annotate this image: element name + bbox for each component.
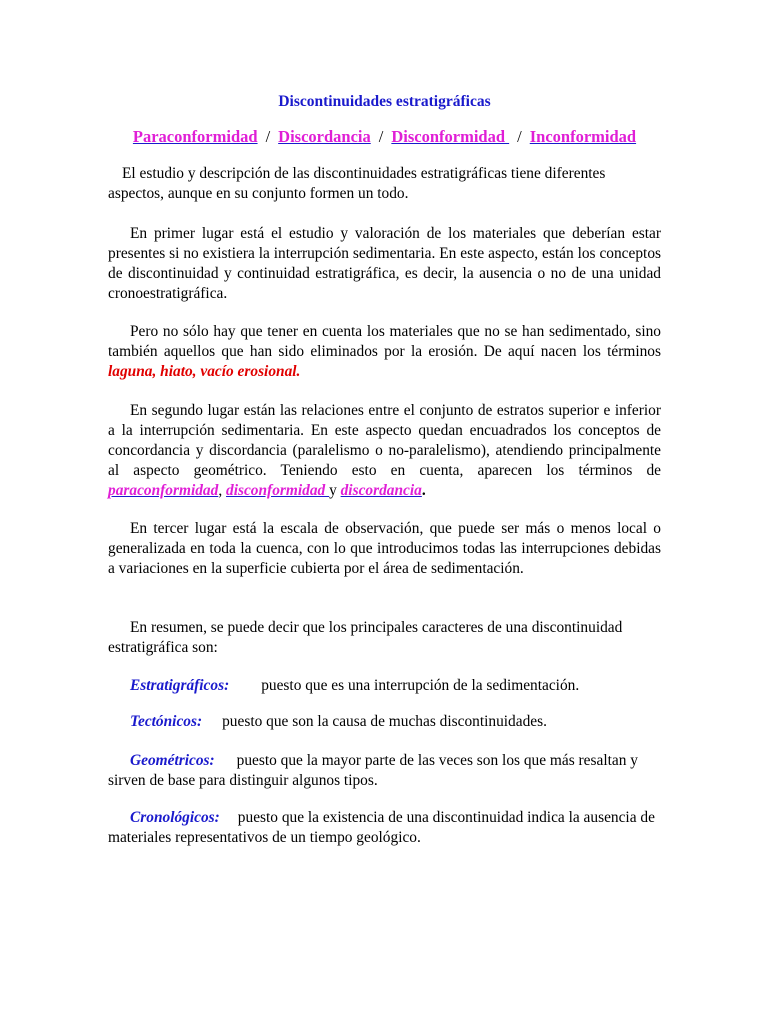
- paragraph-third-aspect: [108, 519, 661, 579]
- paragraph-intro-text: El estudio y descripción de las discontinuidades estratigráficas tiene diferentes aspectos, aunque en su conjunto formen un todo.: [108, 165, 606, 202]
- link-discordancia[interactable]: Discordancia: [278, 127, 371, 146]
- paragraph-third-aspect-text: En tercer lugar está la escala de observación, que puede ser más o menos local o generalizada en toda la cuenca, con lo que introducimos todas las interrupciones debidas a variaciones en la superficie cubierta por el área de sedimentación.: [108, 520, 661, 577]
- character-geometricos: [108, 751, 661, 791]
- paragraph-erosion: [108, 322, 661, 382]
- character-cronologicos: [108, 808, 661, 848]
- link-disconformidad[interactable]: Disconformidad: [391, 127, 510, 146]
- nav-separator: /: [517, 127, 522, 146]
- link-disconformidad-inline[interactable]: disconformidad: [226, 482, 330, 499]
- term-tectonicos: Tectónicos:: [130, 713, 203, 730]
- erosion-terms: laguna, hiato, vacío erosional.: [108, 363, 301, 380]
- link-inconformidad[interactable]: Inconformidad: [529, 127, 637, 146]
- page-title: Discontinuidades estratigráficas: [278, 93, 491, 110]
- paragraph-second-aspect-text: En segundo lugar están las relaciones entre el conjunto de estratos superior e inferior a la interrupción sedimentaria. En este aspecto quedan encuadrados los conceptos de concordancia y discordancia (paralelismo o no-paralelismo), atendiendo principalmente al aspecto geométrico. Teniendo esto en cuenta, aparecen los términos de: [108, 402, 661, 479]
- comma-separator: ,: [218, 482, 227, 499]
- character-cronologicos-text: puesto que la existencia de una discontinuidad indica la ausencia de materiales representativos de un tiempo geológico.: [108, 809, 655, 846]
- term-estratigraficos: Estratigráficos:: [130, 677, 230, 694]
- paragraph-first-aspect-text: En primer lugar está el estudio y valoración de los materiales que deberían estar presentes si no existiera la interrupción sedimentaria. En este aspecto, están los conceptos de discontinuidad y continuidad estratigráfica, es decir, la ausencia o no de una unidad cronoestratigráfica.: [108, 225, 661, 302]
- character-estratigraficos: [108, 676, 661, 696]
- character-geometricos-text: puesto que la mayor parte de las veces son los que más resaltan y sirven de base para distinguir algunos tipos.: [108, 752, 638, 789]
- nav-separator: /: [265, 127, 271, 146]
- paragraph-summary-text: En resumen, se puede decir que los principales caracteres de una discontinuidad estratigráfica son:: [108, 619, 623, 656]
- link-paraconformidad[interactable]: Paraconformidad: [132, 127, 258, 146]
- term-cronologicos: Cronológicos:: [130, 809, 220, 826]
- term-geometricos: Geométricos:: [130, 752, 215, 769]
- link-paraconformidad-inline[interactable]: paraconformidad: [108, 482, 219, 499]
- paragraph-intro: [108, 164, 661, 204]
- paragraph-summary: [108, 618, 661, 658]
- character-tectonicos-text: puesto que son la causa de muchas discontinuidades.: [222, 713, 547, 730]
- character-estratigraficos-text: puesto que es una interrupción de la sedimentación.: [261, 677, 580, 694]
- paragraph-second-aspect: [108, 401, 661, 501]
- period: .: [421, 482, 426, 499]
- link-discordancia-inline[interactable]: discordancia: [340, 482, 422, 499]
- paragraph-first-aspect: [108, 224, 661, 304]
- character-tectonicos: [108, 712, 661, 732]
- nav-links: [108, 126, 661, 148]
- paragraph-erosion-text: Pero no sólo hay que tener en cuenta los materiales que no se han sedimentado, sino también aquellos que han sido eliminados por la erosión. De aquí nacen los términos: [108, 323, 661, 360]
- nav-separator: /: [378, 127, 384, 146]
- and-separator: y: [329, 482, 341, 499]
